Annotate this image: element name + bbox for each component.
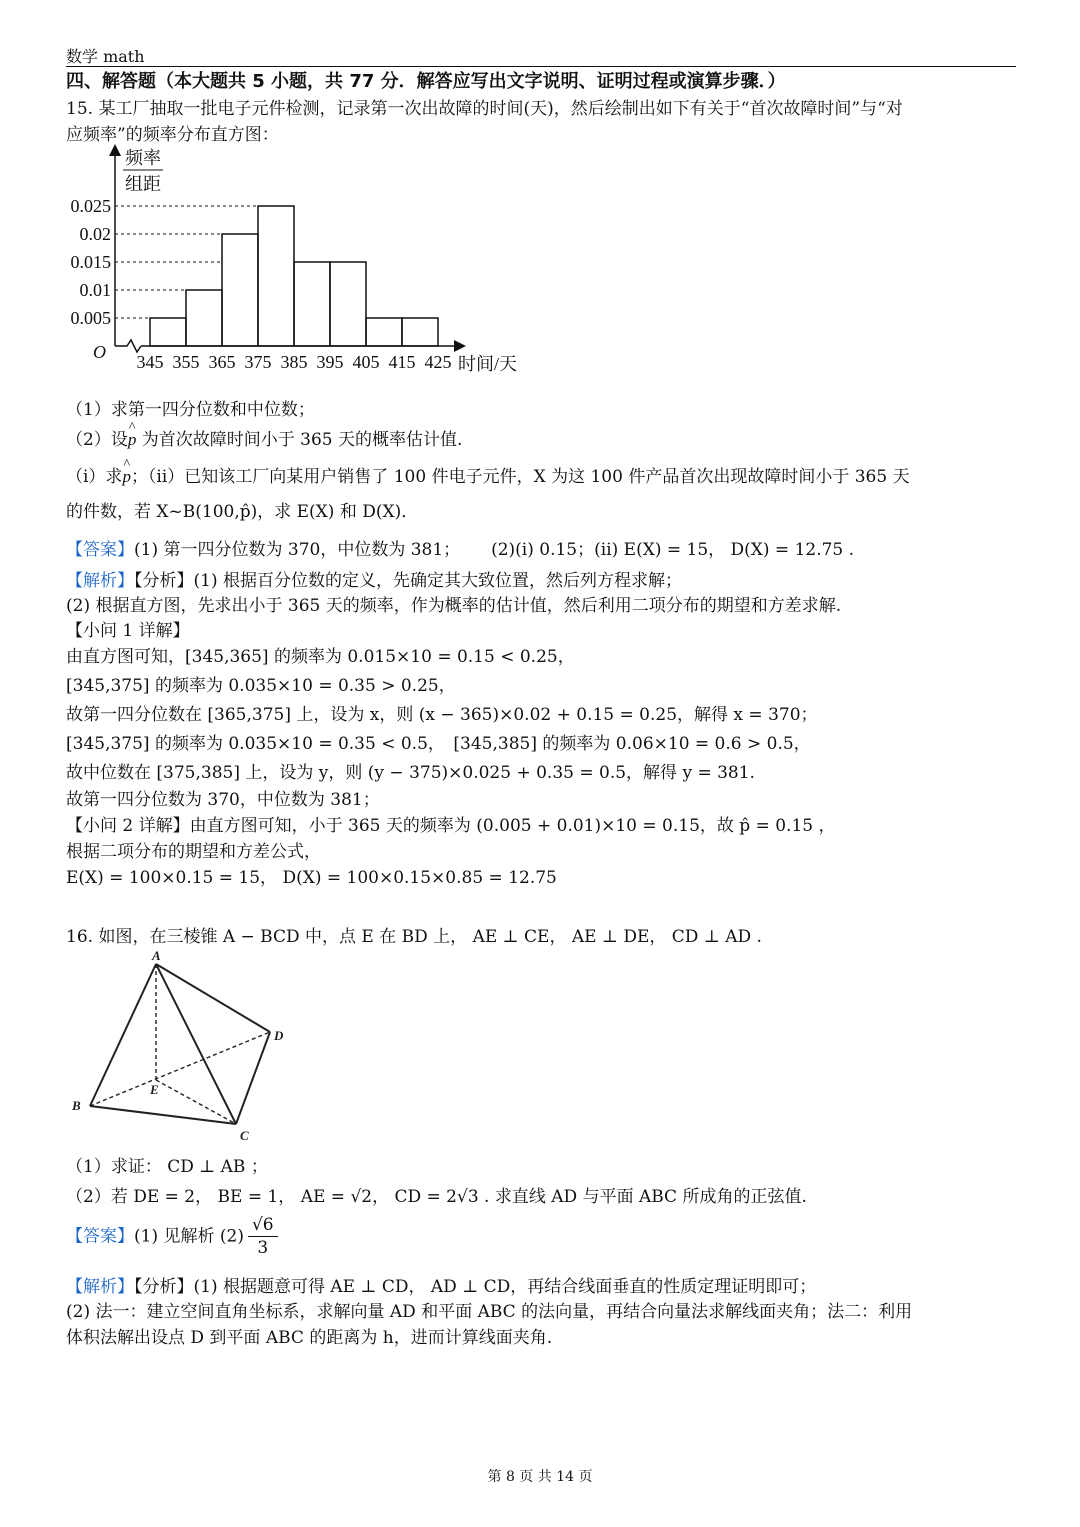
q15-analysis-1	[66, 569, 682, 593]
page-footer: 第 8 页 共 14 页	[487, 1469, 593, 1485]
histogram-bar	[186, 290, 222, 346]
q16-part2: （2）若 DE = 2， BE = 1， AE = √2， CD = 2√3 . 求直线 AD 与平面 ABC 所成角的正弦值.	[66, 1187, 807, 1207]
q15-part2-i	[66, 465, 910, 489]
x-tick-label: 385	[280, 352, 308, 372]
q15-part2-i-line2: 的件数，若 X~B(100,p̂)，求 E(X) 和 D(X)．	[66, 502, 419, 522]
histogram-bar	[222, 234, 258, 346]
q15-solution-5: 故中位数在 [375,385] 上，设为 y，则 (y − 375)×0.025 + 0.35 = 0.5，解得 y = 381.	[66, 763, 755, 783]
q15-stem-line1: 15. 某工厂抽取一批电子元件检测，记录第一次出故障的时间(天)，然后绘制出如下有关于“首次故障时间”与“对	[66, 99, 903, 119]
x-tick-label: 415	[388, 352, 416, 372]
q15-solution-3: 故第一四分位数在 [365,375] 上，设为 x，则 (x − 365)×0.02 + 0.15 = 0.25，解得 x = 370；	[66, 705, 818, 725]
y-tick-label: 0.01	[79, 280, 111, 300]
q15-part2-prefix: （2）设	[66, 430, 128, 450]
x-axis-break	[115, 340, 141, 352]
x-tick-label: 355	[172, 352, 200, 372]
q15-solution-7: 【小问 2 详解】由直方图可知，小于 365 天的频率为 (0.005 + 0.01)×10 = 0.15，故 p̂ = 0.15 ，	[66, 816, 836, 836]
x-label: 时间/天	[458, 354, 518, 374]
answer-tag: 【答案】	[66, 540, 134, 560]
answer-fraction	[248, 1214, 278, 1259]
q15-answer	[66, 538, 854, 562]
x-tick-label: 365	[208, 352, 236, 372]
fraction-denominator: 3	[257, 1238, 269, 1258]
histogram-bar	[402, 318, 438, 346]
q16-analysis-2: (2) 法一：建立空间直角坐标系，求解向量 AD 和平面 ABC 的法向量，再结合向量法求解线面夹角；法二：利用	[66, 1302, 913, 1322]
q16-analysis-1-text: 【分析】(1) 根据题意可得 AE ⊥ CD， AD ⊥ CD，再结合线面垂直的性质定理证明即可；	[134, 1277, 817, 1297]
p-hat-symbol-2: ^ p	[122, 465, 131, 489]
q15-solution-8: 根据二项分布的期望和方差公式，	[66, 842, 321, 862]
y-label-top: 频率	[125, 148, 161, 168]
label-d: D	[274, 1028, 284, 1043]
q15-answer-text: (1) 第一四分位数为 370，中位数为 381； (2)(ⅰ) 0.15；(ⅱ) E(X) = 15， D(X) = 12.75 .	[134, 540, 855, 560]
q15-part2	[66, 428, 462, 452]
q15-solution-9: E(X) = 100×0.15 = 15， D(X) = 100×0.15×0.85 = 12.75	[66, 868, 557, 888]
x-tick-label: 345	[136, 352, 164, 372]
q16-stem: 16. 如图，在三棱锥 A − BCD 中，点 E 在 BD 上， AE ⊥ CE， AE ⊥ DE， CD ⊥ AD .	[66, 927, 762, 947]
p-hat-symbol: ^ p	[128, 428, 137, 452]
histogram-chart	[60, 142, 540, 382]
x-tick-label: 405	[352, 352, 380, 372]
q16-part1: （1）求证： CD ⊥ AB ；	[66, 1157, 268, 1177]
edge-bc	[90, 1106, 236, 1124]
x-tick-label: 395	[316, 352, 344, 372]
histogram-bar	[258, 206, 294, 346]
histogram-bar	[294, 262, 330, 346]
y-tick-label: 0.025	[70, 196, 111, 216]
y-tick-label: 0.02	[79, 224, 111, 244]
header-subject: 数学 math	[66, 47, 145, 66]
q16-analysis-3: 体积法解出设点 D 到平面 ABC 的距离为 h，进而计算线面夹角.	[66, 1328, 553, 1348]
y-tick-label: 0.015	[70, 252, 111, 272]
q15-part2-i-prefix: （ⅰ）求	[66, 467, 123, 487]
analysis-tag-2: 【解析】	[66, 1277, 134, 1297]
answer-tag-2: 【答案】	[66, 1226, 134, 1247]
label-a: A	[152, 948, 161, 963]
fraction-numerator: √6	[248, 1214, 278, 1237]
edge-cd	[236, 1032, 270, 1124]
edge-bd	[90, 1032, 270, 1106]
label-e: E	[150, 1082, 159, 1097]
origin-label: O	[93, 342, 106, 362]
q15-part1: （1）求第一四分位数和中位数；	[66, 400, 315, 420]
y-tick-label: 0.005	[70, 308, 111, 328]
y-label-bottom: 组距	[125, 174, 161, 194]
tetrahedron-figure	[66, 948, 296, 1148]
q16-answer-text: (1) 见解析 (2)	[134, 1226, 244, 1247]
q15-analysis-1-text: 【分析】(1) 根据百分位数的定义，先确定其大致位置，然后列方程求解；	[134, 571, 682, 591]
q15-solution-4: [345,375] 的频率为 0.035×10 = 0.35 < 0.5， [345,385] 的频率为 0.06×10 = 0.6 > 0.5，	[66, 734, 811, 754]
q15-solution-6: 故第一四分位数为 370，中位数为 381；	[66, 790, 380, 810]
label-c: C	[240, 1128, 249, 1143]
q15-stem-line2: 应频率”的频率分布直方图：	[66, 125, 279, 145]
x-tick-label: 425	[424, 352, 452, 372]
histogram-bar	[330, 262, 366, 346]
section-title: 四、解答题（本大题共 5 小题，共 77 分．解答应写出文字说明、证明过程或演算步骤．）	[66, 71, 786, 92]
histogram-bar	[366, 318, 402, 346]
q16-answer	[66, 1214, 282, 1259]
q15-part2-i-suffix: ；（ⅱ）已知该工厂向某用户销售了 100 件电子元件，X 为这 100 件产品首次出现故障时间小于 365 天	[130, 467, 910, 487]
q15-solution-2: [345,375] 的频率为 0.035×10 = 0.35 > 0.25，	[66, 676, 456, 696]
q15-part2-suffix: 为首次故障时间小于 365 天的概率估计值.	[141, 430, 463, 450]
histogram-bar	[150, 318, 186, 346]
q15-sub1-title: 【小问 1 详解】	[66, 621, 190, 641]
q16-analysis-1	[66, 1275, 816, 1299]
label-b: B	[72, 1098, 81, 1113]
q15-solution-1: 由直方图可知，[345,365] 的频率为 0.015×10 = 0.15 < 0.25，	[66, 647, 575, 667]
q15-analysis-2: (2) 根据直方图，先求出小于 365 天的频率，作为概率的估计值，然后利用二项分布的期望和方差求解.	[66, 596, 842, 616]
analysis-tag: 【解析】	[66, 571, 134, 591]
header-rule	[66, 66, 1016, 67]
x-tick-label: 375	[244, 352, 272, 372]
edge-ab	[90, 964, 156, 1106]
